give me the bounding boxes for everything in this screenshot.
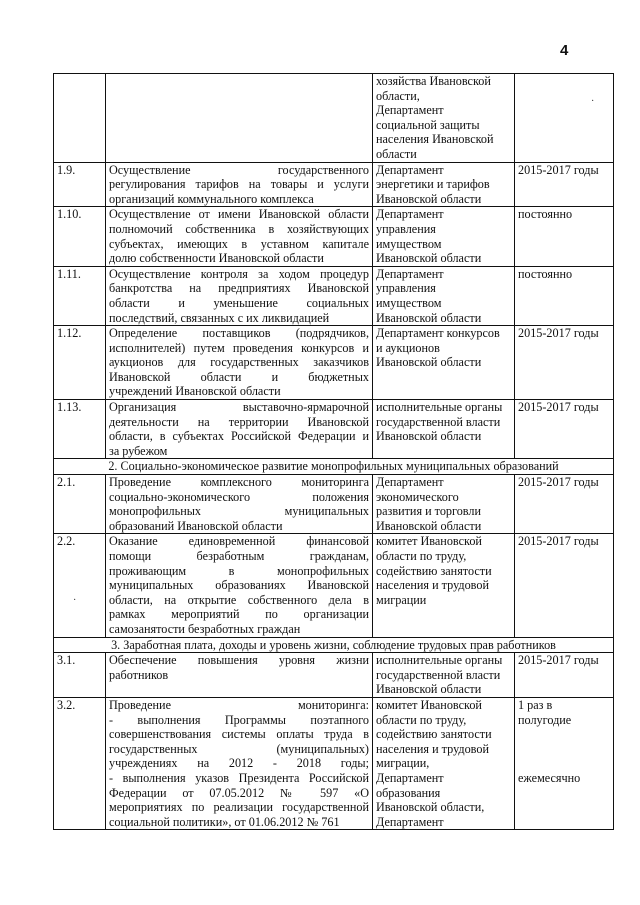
action-text-line: образований Ивановской области xyxy=(109,518,283,533)
executor-text-line: и аукционов xyxy=(376,340,440,355)
measures-table xyxy=(53,73,614,830)
executor-text-line: Ивановской области xyxy=(376,682,482,697)
action-text-line: Обеспечение повышения уровня жизни xyxy=(109,653,369,668)
period-text-line: постоянно xyxy=(518,207,573,222)
action-text xyxy=(106,326,373,400)
action-text-line: проживающим в монопрофильных xyxy=(109,563,369,578)
executor-text-line: комитет Ивановской xyxy=(376,534,482,549)
period-text xyxy=(515,74,614,163)
action-text-line: последствий, связанных с их ликвидацией xyxy=(109,310,330,325)
measures-table-body xyxy=(54,74,614,830)
executor-text-line: управления xyxy=(376,281,436,296)
action-text-line: долю собственности Ивановской области xyxy=(109,251,324,266)
executor-text-line: Ивановской области xyxy=(376,355,482,370)
executor-text-line: Департамент xyxy=(376,207,444,222)
table-row xyxy=(54,162,614,207)
action-text-line: Осуществление контроля за ходом процедур xyxy=(109,266,369,281)
action-text xyxy=(106,162,373,207)
action-text-line: исполнителей) путем проведения конкурсов и xyxy=(109,340,369,355)
table-row xyxy=(54,266,614,325)
table-row xyxy=(54,74,614,163)
action-text xyxy=(106,534,373,637)
period-text xyxy=(515,534,614,637)
action-text-line: - выполнения указов Президента Российской xyxy=(109,770,369,785)
executor-text-line: образования xyxy=(376,785,441,800)
action-text xyxy=(106,266,373,325)
executor-text-line: Департамент xyxy=(376,103,444,118)
action-text xyxy=(106,475,373,534)
scan-mark: · xyxy=(591,96,595,107)
executor-text-line: Ивановской области xyxy=(376,518,482,533)
period-text-line: ежемесячно xyxy=(518,770,581,785)
executor-text-line: исполнительные органы xyxy=(376,400,503,415)
action-text-line: помощи безработным гражданам, xyxy=(109,549,369,563)
executor-text-line: Департамент xyxy=(376,770,444,785)
period-text xyxy=(515,697,614,829)
executor-text-line: содействию занятости xyxy=(376,727,492,742)
row-number: 2.1. xyxy=(54,475,106,534)
action-text xyxy=(106,400,373,459)
executor-text-line: Ивановской области xyxy=(376,429,482,444)
executor-text-line: Департамент конкурсов xyxy=(376,326,500,341)
executor-text-line: Департамент xyxy=(376,266,444,281)
action-text-line: учреждений Ивановской области xyxy=(109,384,281,399)
period-text-line xyxy=(518,756,610,771)
executor-text-line: миграции, xyxy=(376,756,430,771)
executor-text-line: населения и трудовой xyxy=(376,578,489,593)
action-text-line: Осуществление от имени Ивановской области xyxy=(109,207,369,222)
table-row xyxy=(54,475,614,534)
executor-text-line: развития и торговли xyxy=(376,504,482,519)
period-text-line: 2015-2017 годы xyxy=(518,653,599,668)
executor-text-line: Департамент xyxy=(376,162,444,177)
executor-text xyxy=(373,400,515,459)
executor-text-line: хозяйства Ивановской xyxy=(376,74,491,88)
period-text xyxy=(515,162,614,207)
executor-text-line: области xyxy=(376,146,417,161)
executor-text-line: комитет Ивановской xyxy=(376,697,482,712)
action-text-line: Федерации от 07.05.2012 № 597 «О xyxy=(109,785,369,800)
action-text xyxy=(106,697,373,829)
action-text-line: области и уменьшение социальных xyxy=(109,295,369,310)
period-text-line: 2015-2017 годы xyxy=(518,400,599,415)
action-text xyxy=(106,74,373,163)
executor-text-line: государственной власти xyxy=(376,667,501,682)
action-text-line: совершенствования системы оплаты труда в xyxy=(109,727,369,742)
section-row xyxy=(54,459,614,475)
row-number: 1.12. xyxy=(54,326,106,400)
executor-text xyxy=(373,266,515,325)
period-text xyxy=(515,475,614,534)
action-text-line: государственных (муниципальных) xyxy=(109,741,369,756)
executor-text-line: управления xyxy=(376,221,436,236)
executor-text-line: Департамент xyxy=(376,814,444,829)
executor-text xyxy=(373,74,515,163)
action-text-line: монопрофильных муниципальных xyxy=(109,504,369,519)
period-text-line: полугодие xyxy=(518,712,572,727)
action-text-line: мероприятиях по реализации государственной xyxy=(109,800,369,815)
executor-text-line: государственной власти xyxy=(376,414,501,429)
executor-text xyxy=(373,207,515,266)
executor-text xyxy=(373,475,515,534)
executor-text-line: населения Ивановской xyxy=(376,132,494,147)
action-text-line: Проведение мониторинга: xyxy=(109,697,369,712)
period-text-line: 2015-2017 годы xyxy=(518,326,599,341)
action-text-line: рамках мероприятий по организации xyxy=(109,607,369,622)
table-row xyxy=(54,697,614,829)
period-text xyxy=(515,266,614,325)
table-row xyxy=(54,653,614,698)
action-text xyxy=(106,653,373,698)
section-title: 2. Социально-экономическое развитие монопрофильных муниципальных образований xyxy=(54,459,614,475)
period-text-line: 2015-2017 годы xyxy=(518,162,599,177)
action-text-line: субъектах, имеющих в уставном капитале xyxy=(109,236,369,251)
row-number: 1.11. xyxy=(54,266,106,325)
executor-text-line: Ивановской области xyxy=(376,251,482,266)
executor-text-line: экономического xyxy=(376,489,459,504)
executor-text-line: миграции xyxy=(376,592,427,607)
row-number: 3.2. xyxy=(54,697,106,829)
action-text-line: муниципальных образованиях Ивановской xyxy=(109,578,369,593)
executor-text-line: социальной защиты xyxy=(376,117,480,132)
action-text-line: области, в субъектах Российской Федерации и xyxy=(109,429,369,444)
action-text-line: - выполнения Программы поэтапного xyxy=(109,712,369,727)
action-text-line: Осуществление государственного xyxy=(109,162,369,177)
action-text-line: социальной политики», от 01.06.2012 № 761 xyxy=(109,814,340,829)
executor-text-line: области по труду, xyxy=(376,549,467,563)
action-text-line: деятельности на территории Ивановской xyxy=(109,414,369,429)
executor-text-line: Департамент xyxy=(376,475,444,490)
period-text xyxy=(515,207,614,266)
period-text-line: 2015-2017 годы xyxy=(518,475,599,490)
executor-text-line: имуществом xyxy=(376,236,442,251)
action-text-line: области, на открытие собственного дела в xyxy=(109,592,369,607)
executor-text-line: содействию занятости xyxy=(376,563,492,578)
action-text-line: учреждениях на 2012 - 2018 годы; xyxy=(109,756,369,771)
period-text xyxy=(515,326,614,400)
action-text-line: Оказание единовременной финансовой xyxy=(109,534,369,549)
action-text-line: Определение поставщиков (подрядчиков, xyxy=(109,326,369,341)
executor-text-line: энергетики и тарифов xyxy=(376,177,490,192)
action-text-line: социально-экономического положения xyxy=(109,489,369,504)
period-text-line xyxy=(518,727,610,742)
executor-text-line: населения и трудовой xyxy=(376,741,489,756)
action-text-line: Проведение комплексного мониторинга xyxy=(109,475,369,490)
action-text-line: регулирования тарифов на товары и услуги xyxy=(109,177,369,192)
executor-text-line: Ивановской области xyxy=(376,310,482,325)
table-row xyxy=(54,326,614,400)
executor-text-line: исполнительные органы xyxy=(376,653,503,668)
section-title: 3. Заработная плата, доходы и уровень жизни, соблюдение трудовых прав работников xyxy=(54,637,614,653)
section-row xyxy=(54,637,614,653)
table-row xyxy=(54,400,614,459)
executor-text-line: Ивановской области, xyxy=(376,800,485,815)
action-text-line: самозанятости безработных граждан xyxy=(109,621,301,636)
period-text-line: 1 раз в xyxy=(518,697,553,712)
action-text-line: работников xyxy=(109,667,169,682)
period-text-line xyxy=(518,742,610,757)
executor-text-line: Ивановской области xyxy=(376,191,482,206)
period-text xyxy=(515,653,614,698)
row-number: 2.2. xyxy=(54,534,106,637)
action-text xyxy=(106,207,373,266)
period-text-line: 2015-2017 годы xyxy=(518,534,599,549)
executor-text xyxy=(373,534,515,637)
executor-text-line: имуществом xyxy=(376,295,442,310)
executor-text-line: области, xyxy=(376,88,420,103)
executor-text xyxy=(373,162,515,207)
action-text-line: Организация выставочно-ярмарочной xyxy=(109,400,369,415)
executor-text xyxy=(373,326,515,400)
row-number xyxy=(54,74,106,163)
table-row xyxy=(54,534,614,637)
period-text-line: постоянно xyxy=(518,266,573,281)
row-number: 1.9. xyxy=(54,162,106,207)
action-text-line: аукционов для государственных заказчиков xyxy=(109,355,369,370)
executor-text-line: области по труду, xyxy=(376,712,467,727)
row-number: 3.1. xyxy=(54,653,106,698)
action-text-line: организаций коммунального комплекса xyxy=(109,191,314,206)
page-number: 4 xyxy=(560,42,569,59)
action-text-line: Ивановской области и бюджетных xyxy=(109,369,369,384)
action-text-line: банкротства на предприятиях Ивановской xyxy=(109,281,369,296)
row-number: 1.10. xyxy=(54,207,106,266)
action-text-line: за рубежом xyxy=(109,443,168,458)
row-number: 1.13. xyxy=(54,400,106,459)
executor-text xyxy=(373,653,515,698)
action-text-line: полномочий собственника в хозяйствующих xyxy=(109,221,369,236)
executor-text xyxy=(373,697,515,829)
period-text xyxy=(515,400,614,459)
scan-mark: · xyxy=(73,595,77,606)
table-row xyxy=(54,207,614,266)
